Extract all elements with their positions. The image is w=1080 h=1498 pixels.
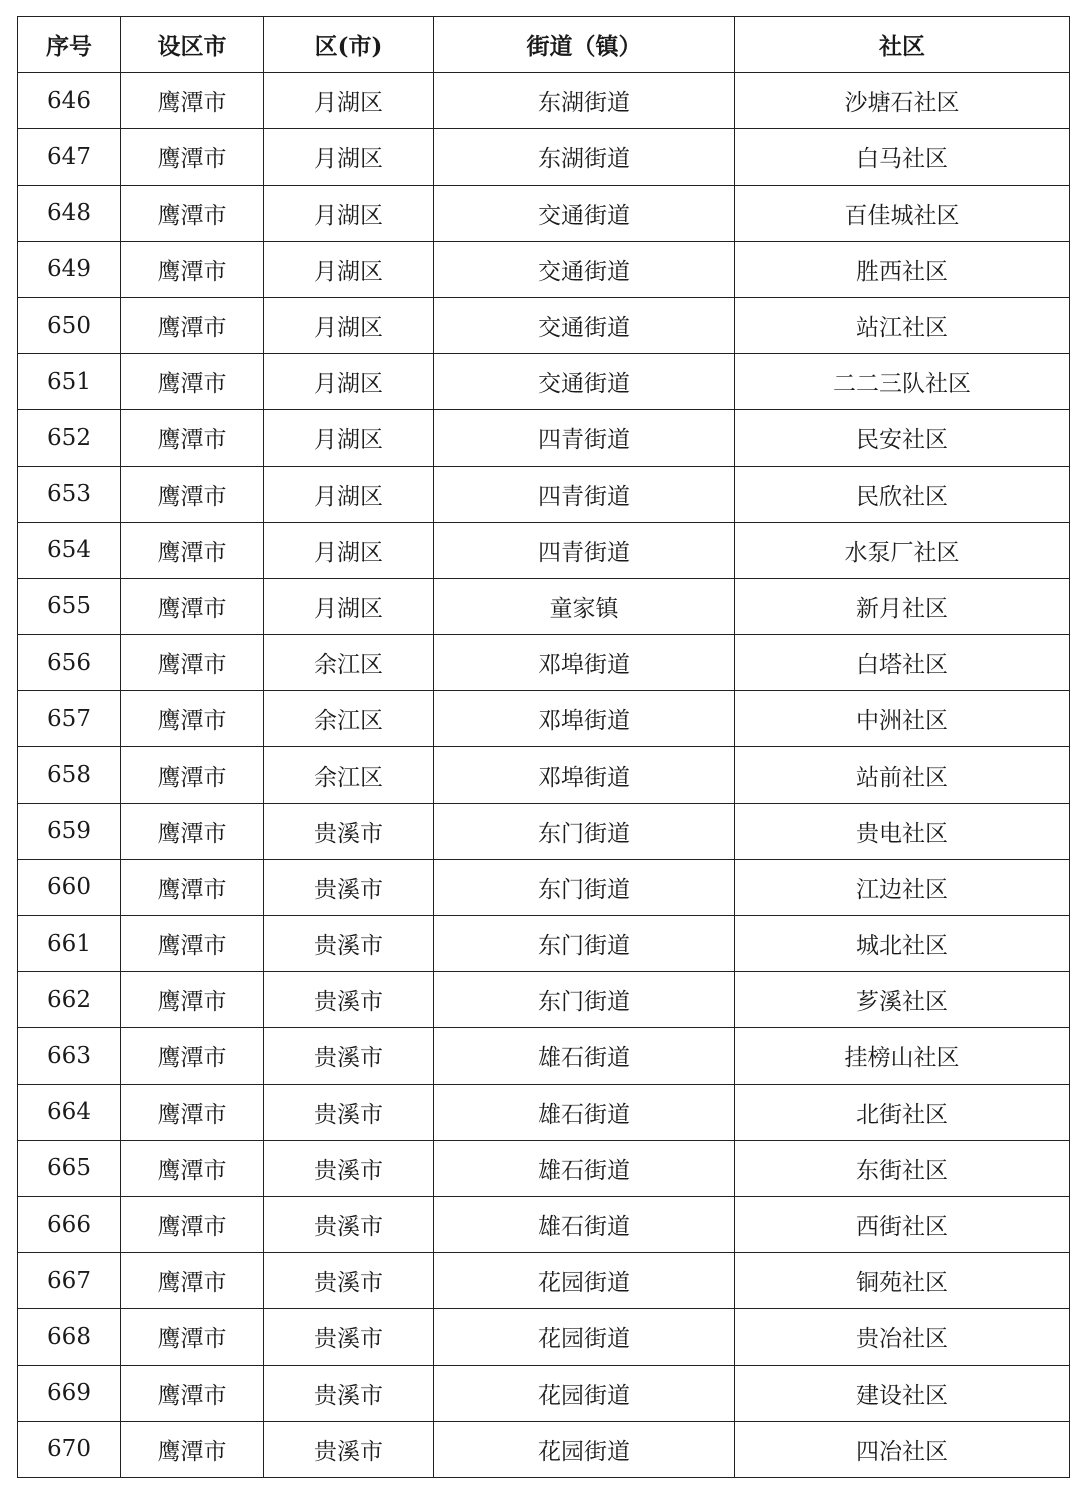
table-row	[18, 803, 1070, 859]
cell-district: 贵溪市	[264, 803, 434, 859]
table-row	[18, 916, 1070, 972]
table-row	[18, 578, 1070, 634]
cell-street: 交通街道	[434, 241, 735, 297]
cell-street: 童家镇	[434, 578, 735, 634]
cell-no: 654	[18, 522, 121, 578]
cell-no: 667	[18, 1253, 121, 1309]
cell-city: 鹰潭市	[121, 578, 264, 634]
cell-community: 站前社区	[735, 747, 1070, 803]
table-body	[18, 73, 1070, 1478]
table-row	[18, 1084, 1070, 1140]
cell-no: 658	[18, 747, 121, 803]
cell-street: 雄石街道	[434, 1028, 735, 1084]
cell-community: 芗溪社区	[735, 972, 1070, 1028]
cell-community: 站江社区	[735, 297, 1070, 353]
cell-street: 邓埠街道	[434, 747, 735, 803]
cell-community: 胜西社区	[735, 241, 1070, 297]
cell-district: 贵溪市	[264, 1196, 434, 1252]
cell-community: 民安社区	[735, 410, 1070, 466]
cell-community: 二二三队社区	[735, 354, 1070, 410]
header-cell-community: 社区	[735, 17, 1070, 73]
cell-community: 北街社区	[735, 1084, 1070, 1140]
cell-no: 662	[18, 972, 121, 1028]
cell-city: 鹰潭市	[121, 916, 264, 972]
table-row	[18, 859, 1070, 915]
table-row	[18, 1196, 1070, 1252]
cell-city: 鹰潭市	[121, 1421, 264, 1477]
cell-city: 鹰潭市	[121, 803, 264, 859]
cell-district: 余江区	[264, 747, 434, 803]
cell-city: 鹰潭市	[121, 410, 264, 466]
cell-street: 四青街道	[434, 410, 735, 466]
cell-city: 鹰潭市	[121, 73, 264, 129]
cell-district: 月湖区	[264, 129, 434, 185]
cell-district: 贵溪市	[264, 1309, 434, 1365]
header-cell-city: 设区市	[121, 17, 264, 73]
cell-community: 白塔社区	[735, 635, 1070, 691]
table-row	[18, 522, 1070, 578]
cell-no: 648	[18, 185, 121, 241]
cell-district: 月湖区	[264, 73, 434, 129]
cell-no: 661	[18, 916, 121, 972]
cell-no: 653	[18, 466, 121, 522]
cell-district: 余江区	[264, 691, 434, 747]
cell-street: 交通街道	[434, 185, 735, 241]
cell-district: 月湖区	[264, 578, 434, 634]
cell-street: 交通街道	[434, 297, 735, 353]
header-row	[18, 17, 1070, 73]
cell-street: 东门街道	[434, 916, 735, 972]
cell-street: 东门街道	[434, 859, 735, 915]
cell-no: 656	[18, 635, 121, 691]
cell-city: 鹰潭市	[121, 241, 264, 297]
cell-no: 659	[18, 803, 121, 859]
cell-street: 东湖街道	[434, 129, 735, 185]
cell-city: 鹰潭市	[121, 1309, 264, 1365]
cell-district: 贵溪市	[264, 859, 434, 915]
cell-community: 贵电社区	[735, 803, 1070, 859]
cell-city: 鹰潭市	[121, 185, 264, 241]
cell-street: 邓埠街道	[434, 635, 735, 691]
cell-no: 663	[18, 1028, 121, 1084]
cell-city: 鹰潭市	[121, 1365, 264, 1421]
table-row	[18, 1309, 1070, 1365]
cell-city: 鹰潭市	[121, 1196, 264, 1252]
cell-street: 东门街道	[434, 803, 735, 859]
table-row	[18, 297, 1070, 353]
table-row	[18, 1140, 1070, 1196]
cell-street: 邓埠街道	[434, 691, 735, 747]
cell-community: 民欣社区	[735, 466, 1070, 522]
header-cell-street: 街道（镇）	[434, 17, 735, 73]
cell-city: 鹰潭市	[121, 859, 264, 915]
table-row	[18, 691, 1070, 747]
table-row	[18, 1028, 1070, 1084]
cell-district: 贵溪市	[264, 1084, 434, 1140]
cell-community: 中洲社区	[735, 691, 1070, 747]
cell-district: 月湖区	[264, 354, 434, 410]
cell-no: 649	[18, 241, 121, 297]
table-row	[18, 972, 1070, 1028]
cell-street: 花园街道	[434, 1253, 735, 1309]
cell-district: 贵溪市	[264, 1253, 434, 1309]
cell-city: 鹰潭市	[121, 297, 264, 353]
cell-district: 余江区	[264, 635, 434, 691]
cell-community: 东街社区	[735, 1140, 1070, 1196]
cell-street: 花园街道	[434, 1365, 735, 1421]
cell-community: 新月社区	[735, 578, 1070, 634]
cell-city: 鹰潭市	[121, 972, 264, 1028]
table-row	[18, 1253, 1070, 1309]
cell-no: 666	[18, 1196, 121, 1252]
cell-city: 鹰潭市	[121, 354, 264, 410]
cell-no: 650	[18, 297, 121, 353]
cell-no: 651	[18, 354, 121, 410]
cell-community: 四冶社区	[735, 1421, 1070, 1477]
table-row	[18, 129, 1070, 185]
cell-city: 鹰潭市	[121, 1028, 264, 1084]
cell-street: 花园街道	[434, 1421, 735, 1477]
cell-district: 月湖区	[264, 410, 434, 466]
cell-community: 铜苑社区	[735, 1253, 1070, 1309]
cell-community: 挂榜山社区	[735, 1028, 1070, 1084]
cell-district: 月湖区	[264, 185, 434, 241]
table-row	[18, 185, 1070, 241]
community-table	[17, 16, 1070, 1478]
cell-district: 月湖区	[264, 522, 434, 578]
table-row	[18, 354, 1070, 410]
header-cell-no: 序号	[18, 17, 121, 73]
cell-no: 665	[18, 1140, 121, 1196]
cell-street: 花园街道	[434, 1309, 735, 1365]
cell-no: 647	[18, 129, 121, 185]
cell-city: 鹰潭市	[121, 466, 264, 522]
cell-street: 交通街道	[434, 354, 735, 410]
cell-district: 月湖区	[264, 241, 434, 297]
table-row	[18, 241, 1070, 297]
cell-street: 雄石街道	[434, 1140, 735, 1196]
cell-district: 贵溪市	[264, 1421, 434, 1477]
cell-district: 月湖区	[264, 466, 434, 522]
cell-street: 东湖街道	[434, 73, 735, 129]
table-row	[18, 466, 1070, 522]
cell-city: 鹰潭市	[121, 1253, 264, 1309]
cell-city: 鹰潭市	[121, 1084, 264, 1140]
cell-district: 月湖区	[264, 297, 434, 353]
cell-community: 白马社区	[735, 129, 1070, 185]
cell-community: 西街社区	[735, 1196, 1070, 1252]
header-cell-district: 区(市)	[264, 17, 434, 73]
cell-community: 水泵厂社区	[735, 522, 1070, 578]
cell-city: 鹰潭市	[121, 129, 264, 185]
table-row	[18, 1421, 1070, 1477]
cell-community: 城北社区	[735, 916, 1070, 972]
cell-community: 建设社区	[735, 1365, 1070, 1421]
cell-no: 657	[18, 691, 121, 747]
cell-community: 沙塘石社区	[735, 73, 1070, 129]
cell-community: 贵冶社区	[735, 1309, 1070, 1365]
cell-city: 鹰潭市	[121, 635, 264, 691]
cell-district: 贵溪市	[264, 916, 434, 972]
cell-district: 贵溪市	[264, 972, 434, 1028]
cell-street: 雄石街道	[434, 1196, 735, 1252]
cell-no: 664	[18, 1084, 121, 1140]
cell-city: 鹰潭市	[121, 522, 264, 578]
table-row	[18, 747, 1070, 803]
cell-no: 670	[18, 1421, 121, 1477]
cell-no: 660	[18, 859, 121, 915]
cell-city: 鹰潭市	[121, 1140, 264, 1196]
cell-city: 鹰潭市	[121, 747, 264, 803]
cell-no: 669	[18, 1365, 121, 1421]
table-row	[18, 635, 1070, 691]
table-header	[18, 17, 1070, 73]
cell-district: 贵溪市	[264, 1365, 434, 1421]
cell-district: 贵溪市	[264, 1140, 434, 1196]
cell-city: 鹰潭市	[121, 691, 264, 747]
cell-no: 655	[18, 578, 121, 634]
table-row	[18, 410, 1070, 466]
cell-district: 贵溪市	[264, 1028, 434, 1084]
cell-community: 江边社区	[735, 859, 1070, 915]
cell-street: 东门街道	[434, 972, 735, 1028]
cell-no: 668	[18, 1309, 121, 1365]
cell-no: 646	[18, 73, 121, 129]
table-row	[18, 73, 1070, 129]
cell-community: 百佳城社区	[735, 185, 1070, 241]
table-row	[18, 1365, 1070, 1421]
cell-street: 四青街道	[434, 466, 735, 522]
cell-street: 四青街道	[434, 522, 735, 578]
cell-street: 雄石街道	[434, 1084, 735, 1140]
cell-no: 652	[18, 410, 121, 466]
